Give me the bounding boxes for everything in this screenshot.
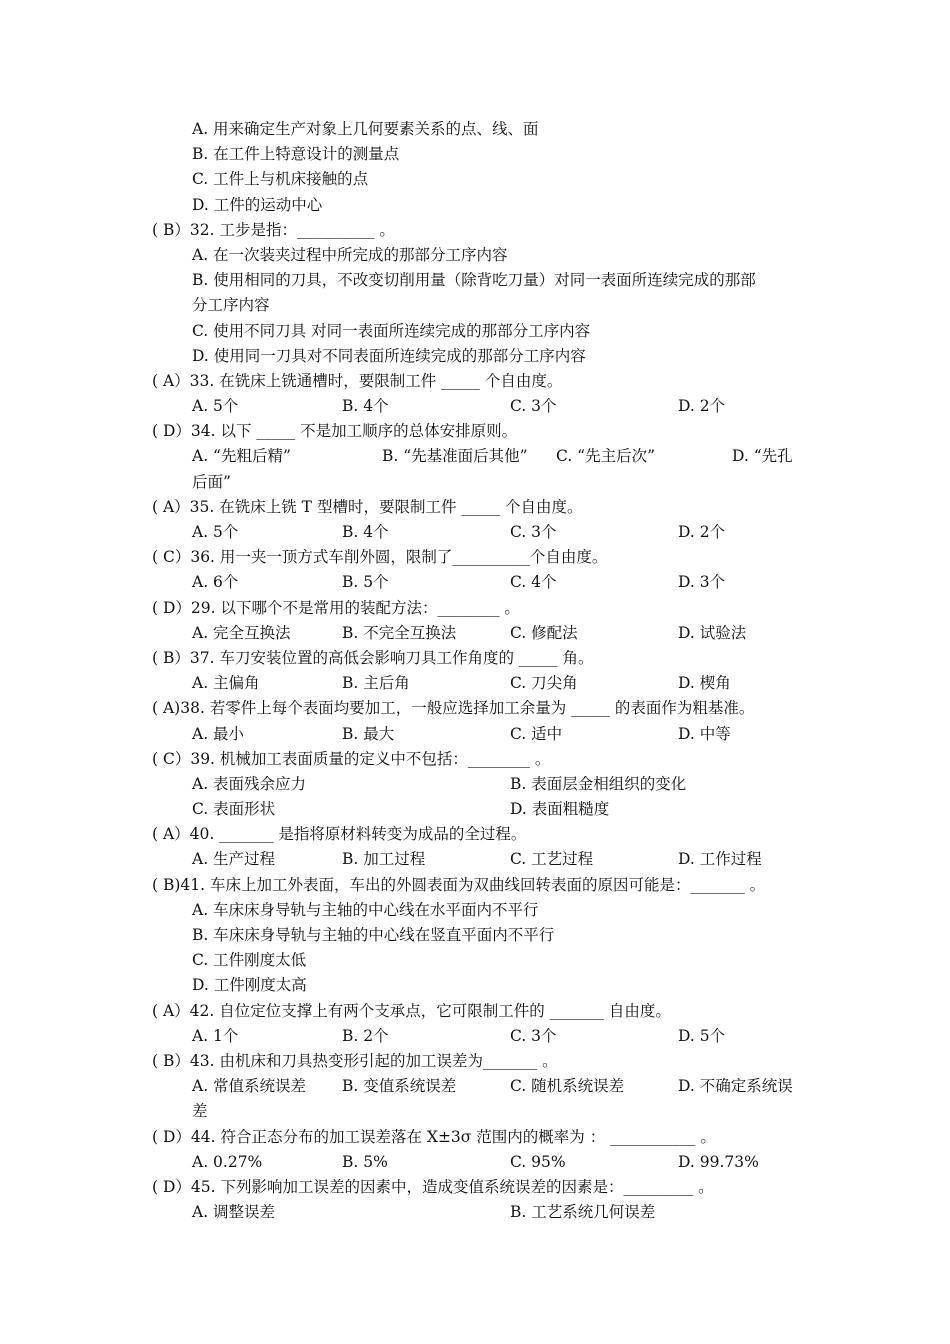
question-stem: ( D）29. 以下哪个不是常用的装配方法：________ 。 <box>152 598 520 617</box>
answer-option: C. 95% <box>510 1152 566 1171</box>
question-stem: ( B)41. 车床上加工外表面，车出的外圆表面为双曲线回转表面的原因可能是：_______ 。 <box>152 875 766 894</box>
question-stem: ( A)38. 若零件上每个表面均要加工，一般应选择加工余量为 _____ 的表面作为粗基准。 <box>152 699 755 718</box>
answer-option: D. 工作过程 <box>678 850 762 869</box>
answer-option: B. 车床床身导轨与主轴的中心线在竖直平面内不平行 <box>192 926 555 944</box>
answer-option: C. 工件上与机床接触的点 <box>192 170 369 189</box>
answer-option: B. 最大 <box>342 724 395 743</box>
answer-option: D. 楔角 <box>678 674 731 693</box>
answer-option: B. 加工过程 <box>342 850 426 869</box>
answer-option: D. 中等 <box>678 724 731 743</box>
option-row <box>0 570 950 595</box>
answer-option: B. 4个 <box>342 523 389 541</box>
option-row <box>0 520 950 545</box>
answer-option: A. “先粗后精” <box>192 447 291 466</box>
question-stem: ( A）33. 在铣床上铣通槽时，要限制工件 _____ 个自由度。 <box>152 371 563 390</box>
answer-option: B. 在工件上特意设计的测量点 <box>192 145 400 164</box>
answer-option: B. 不完全互换法 <box>342 623 457 642</box>
question-stem: ( A）35. 在铣床上铣 T 型槽时，要限制工件 _____ 个自由度。 <box>152 497 583 516</box>
answer-option: A. 车床床身导轨与主轴的中心线在水平面内不平行 <box>192 900 539 919</box>
answer-option: B. “先基准面后其他” <box>382 447 528 466</box>
option-row <box>0 772 950 797</box>
answer-option: B. 表面层金相组织的变化 <box>510 774 687 793</box>
answer-option: A. 调整误差 <box>192 1203 276 1222</box>
question-stem: ( C）39. 机械加工表面质量的定义中不包括：________ 。 <box>152 749 551 768</box>
question-stem: ( B）37. 车刀安装位置的高低会影响刀具工作角度的 _____ 角。 <box>152 648 594 667</box>
answer-option: C. 使用不同刀具 对同一表面所连续完成的那部分工序内容 <box>192 321 591 340</box>
answer-option: D. 工件刚度太高 <box>192 976 307 995</box>
answer-option: A. 完全互换法 <box>192 623 291 642</box>
answer-option: A. 表面残余应力 <box>192 774 307 793</box>
answer-option: A. 主偏角 <box>192 674 260 693</box>
answer-option: A. 5个 <box>192 523 239 541</box>
answer-option: A. 在一次装夹过程中所完成的那部分工序内容 <box>192 245 508 264</box>
answer-option: B. 主后角 <box>342 674 410 693</box>
option-row <box>0 671 950 696</box>
answer-option: C. 工艺过程 <box>510 850 594 869</box>
answer-option: B. 5% <box>342 1152 388 1171</box>
answer-option: D. 99.73% <box>678 1152 759 1171</box>
option-row <box>0 797 950 822</box>
answer-option: A. 1个 <box>192 1026 239 1045</box>
question-stem: ( B）43. 由机床和刀具热变形引起的加工误差为_______ 。 <box>152 1051 558 1070</box>
question-stem: ( A）42. 自位定位支撑上有两个支承点，它可限制工件的 _______ 自由度。 <box>152 1001 671 1020</box>
option-row <box>0 1074 950 1099</box>
option-row <box>0 1200 950 1225</box>
document-page <box>0 117 950 1225</box>
answer-option: C. 刀尖角 <box>510 674 578 693</box>
answer-option: C. 3个 <box>510 1026 557 1045</box>
question-stem: ( B）32. 工步是指：__________ 。 <box>152 220 395 239</box>
answer-option: D. 工件的运动中心 <box>192 195 323 214</box>
continuation-text: 差 <box>192 1102 208 1121</box>
answer-option: D. 5个 <box>678 1026 726 1045</box>
option-row <box>0 722 950 747</box>
answer-option: C. 随机系统误差 <box>510 1077 625 1096</box>
answer-option: A. 常值系统误差 <box>192 1077 307 1096</box>
option-row <box>0 621 950 646</box>
question-stem: ( A）40. _______ 是指将原材料转变为成品的全过程。 <box>152 825 527 844</box>
option-row <box>0 444 950 469</box>
option-row <box>0 1024 950 1049</box>
answer-option: B. 2个 <box>342 1026 389 1045</box>
answer-option: D. 试验法 <box>678 623 747 642</box>
answer-option: C. 修配法 <box>510 623 578 642</box>
answer-option: D. 不确定系统误 <box>678 1077 793 1096</box>
question-stem: ( D）44. 符合正态分布的加工误差落在 X±3σ 范围内的概率为 ： ___________ 。 <box>152 1127 716 1146</box>
answer-option: D. 2个 <box>678 523 726 541</box>
continuation-text: 分工序内容 <box>192 296 270 315</box>
answer-option: C. “先主后次” <box>556 447 656 466</box>
answer-option: B. 5个 <box>342 573 389 592</box>
answer-option: D. 表面粗糙度 <box>510 800 610 819</box>
option-row <box>0 394 950 419</box>
question-stem: ( D）45. 下列影响加工误差的因素中，造成变值系统误差的因素是：_________ 。 <box>152 1177 714 1196</box>
answer-option: C. 表面形状 <box>192 800 276 819</box>
option-row <box>0 847 950 872</box>
answer-option: A. 生产过程 <box>192 850 276 869</box>
answer-option: D. 3个 <box>678 573 726 592</box>
answer-option: C. 4个 <box>510 573 557 592</box>
answer-option: C. 3个 <box>510 397 557 416</box>
answer-option: A. 0.27% <box>192 1152 263 1171</box>
answer-option: B. 变值系统误差 <box>342 1077 457 1096</box>
answer-option: B. 工艺系统几何误差 <box>510 1203 656 1222</box>
answer-option: C. 工件刚度太低 <box>192 951 307 970</box>
option-row <box>0 1150 950 1175</box>
answer-option: C. 3个 <box>510 523 557 541</box>
answer-option: A. 6个 <box>192 573 239 592</box>
answer-option: A. 5个 <box>192 397 239 416</box>
answer-option: B. 4个 <box>342 397 389 416</box>
answer-option: D. 2个 <box>678 397 726 416</box>
answer-option: B. 使用相同的刀具，不改变切削用量（除背吃刀量）对同一表面所连续完成的那部 <box>192 271 756 290</box>
continuation-text: 后面” <box>192 472 231 491</box>
answer-option: A. 用来确定生产对象上几何要素关系的点、线、面 <box>192 120 539 138</box>
answer-option: D. “先孔 <box>732 447 793 466</box>
question-stem: ( D）34. 以下 _____ 不是加工顺序的总体安排原则。 <box>152 422 518 441</box>
answer-option: D. 使用同一刀具对不同表面所连续完成的那部分工序内容 <box>192 346 586 365</box>
question-stem: ( C）36. 用一夹一顶方式车削外圆，限制了__________个自由度。 <box>152 548 608 567</box>
answer-option: C. 适中 <box>510 724 563 743</box>
answer-option: A. 最小 <box>192 724 245 743</box>
